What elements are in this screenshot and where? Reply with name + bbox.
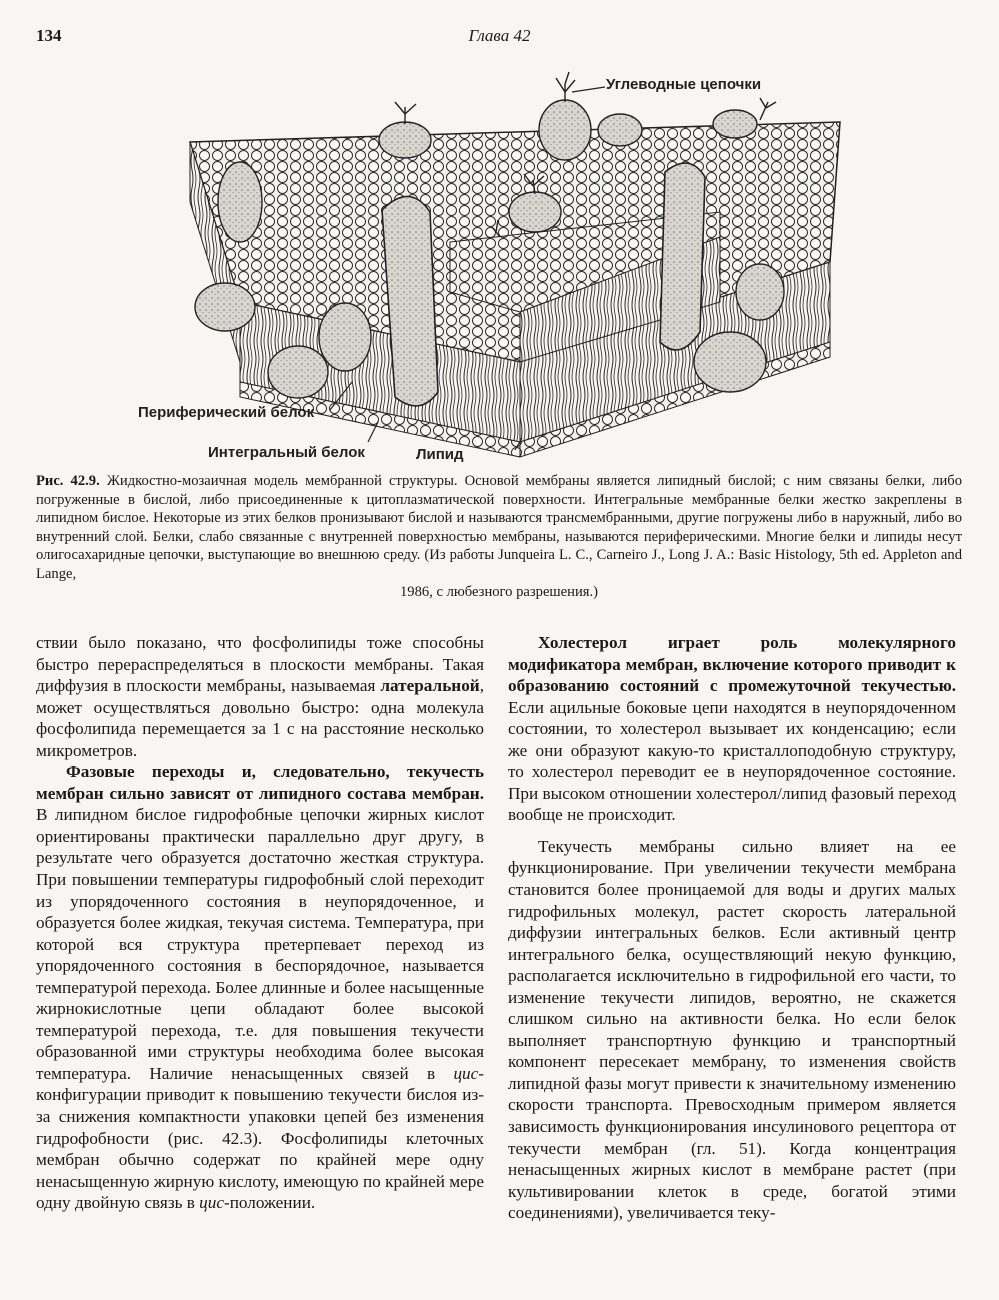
caption-tail: 1986, с любезного разрешения.) [400, 584, 598, 600]
protein-right-mid [736, 264, 784, 320]
right-paragraph-1: Холестерол играет роль молекулярного модификатора мембран, включение которого приводит к образованию состояний с промежуточной текучестью. Если ацильные боковые цепи находятся в неупорядоченном состоянии, то холестерол вызывает их конденсацию; если же они образуют какую-то кристаллоподобную структуру, то холестерол переводит ее в неупорядоченное состояние. При высоком отношении холестерол/липид фазовый переход вообще не происходит. [508, 633, 956, 825]
left-column [36, 632, 484, 1214]
left-paragraph-1: ствии было показано, что фосфолипиды тоже способны быстро перераспределяться в плоскости мембраны. Такая диффузия в плоскости мембраны, называемая латеральной, может осуществляться довольно быстро: одна молекула фосфолипида перемещается за 1 с на расстояние несколько микрометров. [36, 633, 484, 760]
cholesterol-heading: Холестерол играет роль молекулярного модификатора мембран, включение которого приводит к образованию состояний с промежуточной текучестью. [508, 633, 956, 696]
surface-protein-4 [713, 110, 757, 138]
protein-left-lower [195, 283, 255, 331]
label-lipid: Липид [416, 446, 464, 463]
membrane-figure [120, 62, 880, 472]
surface-protein-2 [539, 100, 591, 160]
integral-protein-right [660, 163, 705, 350]
figure-caption [36, 472, 962, 602]
surface-protein-5 [509, 192, 561, 232]
surface-protein-3 [598, 114, 642, 146]
caption-text: Жидкостно-мозаичная модель мембранной структуры. Основой мембраны является липидный бислой; с ним связаны белки, либо погруженные в бислой, либо присоединенные к цитоплазматической поверхности. Интегральные мембранные белки жестко закреплены в липидном бислое. Некоторые из этих белков пронизывают бислой и называются трансмембранными, другие погружены либо в наружный, либо во внутренний слой. Белки, слабо связанные с внутренней поверхностью мембраны, называются периферическими. Многие белки и липиды несут олигосахаридные цепочки, выступающие во внешнюю среду. (Из работы Junqueira L. С., Carneiro J., Long J. A.: Basic Histology, 5th ed. Appleton and Lange, [36, 473, 962, 582]
protein-left-upper [218, 162, 262, 242]
right-column [508, 632, 956, 1224]
label-carbohydrate-chains: Углеводные цепочки [606, 76, 762, 93]
label-integral-protein: Интегральный белок [208, 444, 365, 461]
left-paragraph-2: Фазовые переходы и, следовательно, текучесть мембран сильно зависят от липидного состава мембран. В липидном бислое гидрофобные цепочки жирных кислот ориентированы практически параллельно друг другу, в результате чего образуется достаточно жесткая структура. При повышении температуры гидрофобный слой переходит из упорядоченного состояния в неупорядоченное, и образуется более жидкая, текучая система. Температура, при которой вся структура претерпевает переход из упорядоченного состояния в беспорядочное, называется температурой перехода. Более длинные и более насыщенные жирнокислотные цепи обладают более высокой температурой перехода, т.е. для повышения текучести образованной ими структуры необходима более высокая температура. Наличие ненасыщенных связей в цис-конфигурации приводит к повышению текучести бислоя из-за снижения компактности упаковки цепей без изменения гидрофобности (рис. 42.3). Фосфолипиды клеточных мембран обычно содержат по крайней мере одну ненасыщенную жирную кислоту, имеющую по крайней мере одну двойную связь в цис-положении. [36, 762, 484, 1213]
chapter-title: Глава 42 [468, 26, 531, 45]
page-header [0, 26, 999, 50]
term-lateral: латеральной [380, 676, 480, 696]
label-peripheral-protein: Периферический белок [138, 404, 315, 421]
page-number: 134 [36, 26, 62, 45]
peripheral-protein-1 [268, 346, 328, 398]
phase-transition-heading: Фазовые переходы и, следовательно, текучесть мембран сильно зависят от липидного состава мембран. [36, 762, 484, 803]
surface-protein-1 [379, 122, 431, 158]
caption-label: Рис. 42.9. [36, 473, 100, 489]
peripheral-protein-2 [319, 303, 371, 371]
right-paragraph-2: Текучесть мембраны сильно влияет на ее функционирование. При увеличении текучести мембрана становится более проницаемой для воды и других малых гидрофильных молекул, растет скорость латеральной диффузии интегральных белков. Если активный центр интегрального белка, осуществляющий некую функцию, располагается исключительно в гидрофильной его части, то изменение текучести липидов, вероятно, не скажется слишком сильно на активности белка. Но если белок выполняет транспортную функцию и транспортный компонент пересекает мембрану, то изменения свойств липидной фазы могут привести к значительному изменению скорости транспорта. Превосходным примером является зависимость функционирования инсулинового рецептора от текучести мембран (гл. 51). Когда концентрация ненасыщенных жирных кислот в мембране растет (при культивировании клеток в среде, богатой этими соединениями), увеличивается теку- [508, 836, 956, 1223]
protein-right-lower [694, 332, 766, 392]
